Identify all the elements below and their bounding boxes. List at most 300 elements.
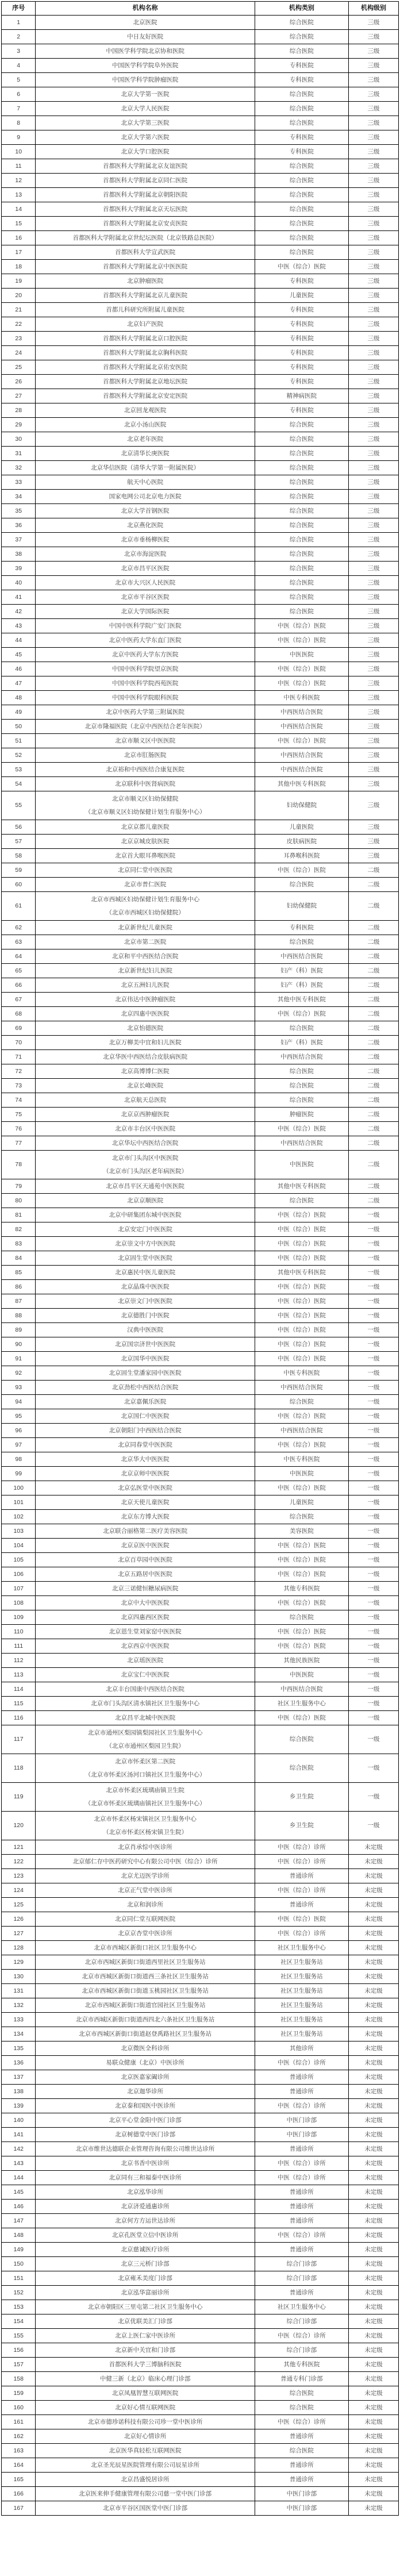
table-row	[2, 1524, 399, 1539]
institution-name-cell	[36, 1682, 255, 1697]
institution-level-cell: 三级	[348, 217, 398, 231]
institution-type-cell: 中医（综合）医院	[255, 1438, 348, 1452]
row-index-cell: 31	[2, 447, 36, 461]
column-header-institution-level: 机构级别	[348, 2, 398, 16]
row-index-cell: 70	[2, 1036, 36, 1050]
table-row	[2, 518, 399, 533]
table-row	[2, 2300, 399, 2314]
institution-name-cell	[36, 116, 255, 130]
institution-name-cell	[36, 1079, 255, 1093]
institution-level-cell: 三级	[348, 418, 398, 432]
institution-name: 北京中医药大学东直门医院	[109, 636, 182, 644]
institution-level-cell: 未定级	[348, 1898, 398, 1912]
table-row	[2, 1898, 399, 1912]
row-index-cell: 119	[2, 1783, 36, 1812]
institution-type-cell: 社区卫生服务站	[255, 1998, 348, 2013]
institution-name: 北京市怀柔区杨宋镇社区卫生服务中心	[94, 1815, 197, 1823]
institution-level-cell: 三级	[348, 475, 398, 490]
row-index-cell: 85	[2, 1266, 36, 1280]
institution-name: 北京劲松中西医结合医院	[111, 1383, 179, 1391]
institution-name: 北京新中关宜和门诊部	[115, 2346, 176, 2354]
institution-name: 北京德胜门中医院	[121, 1312, 170, 1319]
institution-name: 中国医学科学院阜外医院	[111, 61, 179, 69]
institution-name-cell	[36, 1194, 255, 1208]
table-row	[2, 648, 399, 662]
row-index-cell: 106	[2, 1567, 36, 1582]
table-row	[2, 1970, 399, 1984]
institution-name-cell	[36, 720, 255, 734]
table-row	[2, 1654, 399, 1668]
institution-level-cell: 三级	[348, 676, 398, 691]
institution-name-cell	[36, 2156, 255, 2171]
institution-type-cell: 专科医院	[255, 145, 348, 159]
table-row	[2, 1222, 399, 1237]
institution-name: 北京树德堂中医门诊部	[115, 2131, 176, 2138]
institution-level-cell: 未定级	[348, 2214, 398, 2228]
institution-level-cell: 一级	[348, 1266, 398, 1280]
row-index-cell: 152	[2, 2286, 36, 2300]
row-index-cell: 66	[2, 978, 36, 993]
institution-name: 首都医科大学附属北京口腔医院	[103, 335, 188, 342]
institution-type-cell: 中医（综合）医院	[255, 1553, 348, 1567]
column-header-institution-type: 机构类别	[255, 2, 348, 16]
table-row	[2, 317, 399, 332]
institution-name-cell	[36, 1021, 255, 1036]
institution-name: 首都医科大学附属北京中医医院	[103, 263, 188, 270]
row-index-cell: 93	[2, 1381, 36, 1395]
institution-type-cell: 中医门诊部	[255, 2113, 348, 2128]
table-row	[2, 1682, 399, 1697]
institution-level-cell: 三级	[348, 533, 398, 547]
institution-name-cell	[36, 2444, 255, 2458]
institution-name-cell	[36, 734, 255, 748]
institution-type-cell: 中医（综合）医院	[255, 633, 348, 648]
institution-type-cell: 中医（综合）医院	[255, 1625, 348, 1639]
institution-level-cell: 未定级	[348, 1941, 398, 1955]
institution-name-cell	[36, 1883, 255, 1898]
institution-level-cell: 三级	[348, 734, 398, 748]
institution-name: 北京老年医院	[127, 435, 164, 443]
row-index-cell: 95	[2, 1409, 36, 1424]
institution-level-cell: 一级	[348, 1668, 398, 1682]
institution-name: 北京大学人民医院	[121, 105, 170, 112]
table-row	[2, 1855, 399, 1869]
table-row	[2, 389, 399, 403]
table-row	[2, 2200, 399, 2214]
row-index-cell: 114	[2, 1682, 36, 1697]
institution-name: 首都医科大学附属北京朝阳医院	[103, 191, 188, 198]
institution-name: 北京昌盛悦居诊所	[121, 2475, 170, 2483]
table-row	[2, 633, 399, 648]
institution-name: 首都医科大学附属北京地坛医院	[103, 378, 188, 385]
table-row	[2, 1237, 399, 1251]
institution-level-cell: 三级	[348, 360, 398, 375]
institution-name: 北京泰和国医中医诊所	[115, 2102, 176, 2109]
institution-name-cell	[36, 44, 255, 59]
institution-alt-name: （北京市顺义区妇幼保健计划生育服务中心）	[84, 809, 206, 816]
institution-name-cell	[36, 1294, 255, 1309]
row-index-cell: 142	[2, 2142, 36, 2156]
institution-type-cell: 中西医结合医院	[255, 949, 348, 964]
institution-name-cell	[36, 403, 255, 418]
table-row	[2, 1323, 399, 1337]
institution-type-cell: 儿童医院	[255, 820, 348, 835]
row-index-cell: 156	[2, 2343, 36, 2358]
table-row	[2, 863, 399, 878]
institution-name: 北京市西城区新街口社区卫生服务中心	[94, 1944, 197, 1951]
institution-name: 北京优联美汇门诊部	[118, 2317, 172, 2325]
institution-level-cell: 未定级	[348, 2027, 398, 2041]
table-row	[2, 145, 399, 159]
institution-level-cell: 三级	[348, 59, 398, 73]
institution-level-cell: 一级	[348, 1610, 398, 1625]
institution-type-cell: 中医（综合）医院	[255, 1567, 348, 1582]
institution-level-cell: 二级	[348, 1050, 398, 1064]
row-index-cell: 89	[2, 1323, 36, 1337]
row-index-cell: 123	[2, 1869, 36, 1883]
institution-name-cell	[36, 389, 255, 403]
institution-level-cell: 二级	[348, 1021, 398, 1036]
institution-name: 北京书香中医诊所	[121, 2159, 170, 2167]
row-index-cell: 54	[2, 777, 36, 791]
institution-type-cell: 专科医院	[255, 921, 348, 935]
institution-name: 北京京医中医医院	[121, 1541, 170, 1549]
institution-level-cell: 一级	[348, 1352, 398, 1366]
institution-name-cell	[36, 1639, 255, 1654]
institution-level-cell: 未定级	[348, 2458, 398, 2473]
institution-name: 北京京顺医院	[127, 1197, 164, 1204]
institution-level-cell: 一级	[348, 1582, 398, 1596]
institution-name-cell	[36, 777, 255, 791]
institution-name: 北京大学第三医院	[121, 119, 170, 126]
institution-name: 首都医科大学附属北京同仁医院	[103, 176, 188, 184]
row-index-cell: 19	[2, 274, 36, 289]
institution-level-cell: 二级	[348, 1064, 398, 1079]
institution-name: 北京三诺健恒糖尿病医院	[111, 1585, 179, 1592]
institution-type-cell: 妇幼保健院	[255, 791, 348, 820]
institution-type-cell: 中医（综合）医院	[255, 260, 348, 274]
institution-level-cell: 一级	[348, 1237, 398, 1251]
institution-name-cell	[36, 174, 255, 188]
institution-name: 北京微医全科诊所	[121, 2044, 170, 2052]
institution-type-cell: 综合医院	[255, 590, 348, 605]
institution-name: 北京燕化医院	[127, 521, 164, 529]
institution-name-cell	[36, 1941, 255, 1955]
table-row	[2, 1251, 399, 1266]
institution-level-cell: 三级	[348, 791, 398, 820]
institution-level-cell: 未定级	[348, 2156, 398, 2171]
row-index-cell: 81	[2, 1208, 36, 1222]
institution-name-cell	[36, 820, 255, 835]
institution-type-cell: 普通诊所	[255, 2473, 348, 2487]
row-index-cell: 79	[2, 1179, 36, 1194]
institution-name: 北京迦华诊所	[127, 2087, 164, 2095]
institution-type-cell: 综合医院	[255, 2444, 348, 2458]
row-index-cell: 63	[2, 935, 36, 949]
row-index-cell: 12	[2, 174, 36, 188]
institution-type-cell: 综合医院	[255, 878, 348, 892]
institution-name: 北京和润诊所	[127, 1901, 164, 1908]
row-index-cell: 166	[2, 2487, 36, 2501]
institution-level-cell: 未定级	[348, 2041, 398, 2056]
institution-name: 北京市丰台区中医医院	[115, 1125, 176, 1132]
institution-type-cell: 综合医院	[255, 16, 348, 30]
institution-level-cell: 未定级	[348, 2286, 398, 2300]
institution-name-cell	[36, 1998, 255, 2013]
table-row	[2, 1998, 399, 2013]
institution-name: 北京市西城区新街口街道玉桃园社区卫生服务站	[82, 1987, 209, 1994]
table-row	[2, 1984, 399, 1998]
institution-name-cell	[36, 1912, 255, 1927]
row-index-cell: 157	[2, 2358, 36, 2372]
row-index-cell: 162	[2, 2429, 36, 2444]
row-index-cell: 160	[2, 2401, 36, 2415]
institution-level-cell: 二级	[348, 863, 398, 878]
institution-type-cell: 综合医院	[255, 188, 348, 202]
institution-type-cell: 中医（综合）医院	[255, 662, 348, 676]
institution-type-cell: 中医医院	[255, 648, 348, 662]
institution-name: 首都医科大学附属北京佑安医院	[103, 363, 188, 371]
institution-name: 北京市西城区新街口街道西三条社区卫生服务站	[82, 1973, 209, 1980]
row-index-cell: 141	[2, 2128, 36, 2142]
institution-name: 北京同仁堂互联网医院	[115, 1915, 176, 1923]
institution-type-cell: 中医（综合）医院	[255, 1323, 348, 1337]
institution-level-cell: 未定级	[348, 2343, 398, 2358]
table-row	[2, 2329, 399, 2343]
institution-name: 北京市西城区新街口街道官园社区卫生服务站	[84, 2001, 206, 2009]
row-index-cell: 125	[2, 1898, 36, 1912]
institution-name: 北京市德珍诺科技有限公司珍一堂中医诊所	[87, 2418, 203, 2425]
institution-name-cell	[36, 1467, 255, 1481]
institution-name-cell	[36, 2070, 255, 2085]
institution-name: 北京市昌平区医院	[121, 564, 170, 572]
institution-name-cell	[36, 964, 255, 978]
institution-type-cell: 中西医结合医院	[255, 1136, 348, 1151]
institution-name: 北京医院	[133, 18, 157, 26]
institution-name-cell	[36, 605, 255, 619]
row-index-cell: 86	[2, 1280, 36, 1294]
institution-name: 北京市通州区梨园镇梨园社区卫生服务中心	[87, 1729, 203, 1736]
institution-type-cell: 普通诊所	[255, 2200, 348, 2214]
institution-type-cell: 综合医院	[255, 231, 348, 245]
institution-type-cell: 普通诊所	[255, 2070, 348, 2085]
row-index-cell: 130	[2, 1970, 36, 1984]
institution-name: 北京上医仁家中医诊所	[115, 2332, 176, 2339]
institution-level-cell: 未定级	[348, 2113, 398, 2128]
institution-level-cell: 一级	[348, 1337, 398, 1352]
institution-name-cell	[36, 461, 255, 475]
institution-level-cell: 一级	[348, 1424, 398, 1438]
institution-name: 北京市顺义区妇幼保健院	[111, 795, 179, 802]
institution-level-cell: 一级	[348, 1654, 398, 1668]
institution-name: 北京市西城区新街口街道西四北六条社区卫生服务站	[75, 2016, 215, 2023]
institution-name: 北京同仁堂中医医院	[118, 866, 172, 874]
table-row	[2, 2041, 399, 2056]
row-index-cell: 91	[2, 1352, 36, 1366]
institution-type-cell: 其他民族医院	[255, 1654, 348, 1668]
table-row	[2, 116, 399, 130]
row-index-cell: 55	[2, 791, 36, 820]
table-row	[2, 576, 399, 590]
table-row	[2, 332, 399, 346]
table-row	[2, 1179, 399, 1194]
institution-level-cell: 三级	[348, 619, 398, 633]
row-index-cell: 39	[2, 562, 36, 576]
institution-name-cell	[36, 2358, 255, 2372]
row-index-cell: 99	[2, 1467, 36, 1481]
institution-type-cell: 中西医结合医院	[255, 763, 348, 777]
row-index-cell: 42	[2, 605, 36, 619]
row-index-cell: 116	[2, 1711, 36, 1725]
table-row	[2, 59, 399, 73]
row-index-cell: 72	[2, 1064, 36, 1079]
institution-level-cell: 一级	[348, 1467, 398, 1481]
institution-level-cell: 一级	[348, 1524, 398, 1539]
institution-name: 北京大学第一医院	[121, 90, 170, 98]
table-row	[2, 1625, 399, 1639]
institution-name-cell	[36, 562, 255, 576]
institution-name-cell	[36, 1812, 255, 1840]
institution-level-cell: 一级	[348, 1280, 398, 1294]
institution-level-cell: 二级	[348, 1036, 398, 1050]
institution-type-cell: 专科医院	[255, 317, 348, 332]
table-row	[2, 2386, 399, 2401]
institution-level-cell: 未定级	[348, 2314, 398, 2329]
institution-name-cell	[36, 1036, 255, 1050]
institution-name: 北京四惠西区医院	[121, 1613, 170, 1621]
institution-type-cell: 社区卫生服务站	[255, 1955, 348, 1970]
institution-name: 北京联科中医肾病医院	[115, 780, 176, 787]
institution-type-cell: 中医专科医院	[255, 1366, 348, 1381]
institution-name: 北京市肛肠医院	[124, 751, 167, 759]
table-row	[2, 2185, 399, 2200]
institution-name: 易联众健康（北京）中医诊所	[106, 2059, 184, 2066]
institution-name-cell	[36, 2401, 255, 2415]
row-index-cell: 158	[2, 2372, 36, 2386]
table-row	[2, 619, 399, 633]
institution-level-cell: 三级	[348, 116, 398, 130]
institution-name-cell	[36, 1093, 255, 1108]
institution-level-cell: 一级	[348, 1481, 398, 1495]
institution-type-cell: 中医（综合）医院	[255, 1294, 348, 1309]
institution-type-cell: 综合门诊部	[255, 2257, 348, 2271]
institution-type-cell: 皮肤病医院	[255, 835, 348, 849]
table-row	[2, 1424, 399, 1438]
institution-name-cell	[36, 633, 255, 648]
institution-level-cell: 二级	[348, 978, 398, 993]
institution-type-cell: 中医（综合）医院	[255, 619, 348, 633]
institution-name-cell	[36, 2214, 255, 2228]
row-index-cell: 144	[2, 2171, 36, 2185]
table-row	[2, 2228, 399, 2243]
row-index-cell: 77	[2, 1136, 36, 1151]
institution-name-cell	[36, 145, 255, 159]
institution-name-cell	[36, 1237, 255, 1251]
row-index-cell: 131	[2, 1984, 36, 1998]
institution-level-cell: 二级	[348, 1079, 398, 1093]
row-index-cell: 24	[2, 346, 36, 360]
row-index-cell: 127	[2, 1927, 36, 1941]
institution-type-cell: 中西医结合医院	[255, 1381, 348, 1395]
institution-level-cell: 一级	[348, 1812, 398, 1840]
institution-name-cell	[36, 835, 255, 849]
table-row	[2, 1093, 399, 1108]
institution-level-cell: 未定级	[348, 2444, 398, 2458]
table-row	[2, 260, 399, 274]
institution-type-cell: 中医（综合）医院	[255, 1007, 348, 1021]
institution-name: 首都儿科研究所附属儿童医院	[106, 306, 184, 313]
institution-type-cell: 中医专科医院	[255, 1452, 348, 1467]
institution-name: 北京好心情互联网医院	[115, 2404, 176, 2411]
row-index-cell: 92	[2, 1366, 36, 1381]
institution-type-cell: 中医（综合）医院	[255, 1309, 348, 1323]
institution-level-cell: 三级	[348, 174, 398, 188]
institution-type-cell: 普通诊所	[255, 2429, 348, 2444]
institution-name-cell	[36, 2372, 255, 2386]
row-index-cell: 129	[2, 1955, 36, 1970]
institution-type-cell: 综合门诊部	[255, 2271, 348, 2286]
institution-name-cell	[36, 1898, 255, 1912]
institution-name-cell	[36, 2085, 255, 2099]
table-row	[2, 892, 399, 921]
institution-level-cell: 二级	[348, 1093, 398, 1108]
row-index-cell: 88	[2, 1309, 36, 1323]
institution-type-cell: 耳鼻喉科医院	[255, 849, 348, 863]
institution-name-cell	[36, 590, 255, 605]
institution-name-cell	[36, 16, 255, 30]
institution-name-cell	[36, 2487, 255, 2501]
table-row	[2, 2142, 399, 2156]
table-row	[2, 231, 399, 245]
institution-name: 北京市西城区新街口街道赵登禹路社区卫生服务站	[79, 2030, 212, 2037]
institution-level-cell: 未定级	[348, 2013, 398, 2027]
institution-type-cell: 妇产（科）医院	[255, 978, 348, 993]
institution-name-cell	[36, 2128, 255, 2142]
institution-name-cell	[36, 691, 255, 705]
row-index-cell: 2	[2, 30, 36, 44]
table-row	[2, 1309, 399, 1323]
table-row	[2, 1697, 399, 1711]
row-index-cell: 155	[2, 2329, 36, 2343]
institution-type-cell: 中医（综合）医院	[255, 1208, 348, 1222]
table-row	[2, 1366, 399, 1381]
institution-name-cell	[36, 791, 255, 820]
institution-level-cell: 未定级	[348, 2185, 398, 2200]
institution-name-cell	[36, 2099, 255, 2113]
institution-name-cell	[36, 1553, 255, 1567]
row-index-cell: 83	[2, 1237, 36, 1251]
row-index-cell: 87	[2, 1294, 36, 1309]
table-row	[2, 2473, 399, 2487]
institution-name-cell	[36, 2185, 255, 2200]
institution-type-cell: 专科医院	[255, 403, 348, 418]
institution-name: 汉典中医医院	[127, 1326, 164, 1333]
institution-name: 北京中医药大学东方医院	[111, 651, 179, 658]
institution-name-cell	[36, 1524, 255, 1539]
institution-level-cell: 未定级	[348, 1998, 398, 2013]
institution-name-cell	[36, 2473, 255, 2487]
institution-level-cell: 三级	[348, 490, 398, 504]
institution-name-cell	[36, 1625, 255, 1639]
row-index-cell: 47	[2, 676, 36, 691]
institution-name-cell	[36, 1481, 255, 1495]
institution-type-cell: 综合医院	[255, 605, 348, 619]
table-row	[2, 2415, 399, 2429]
institution-name-cell	[36, 892, 255, 921]
table-row	[2, 274, 399, 289]
row-index-cell: 51	[2, 734, 36, 748]
institution-level-cell: 未定级	[348, 2200, 398, 2214]
